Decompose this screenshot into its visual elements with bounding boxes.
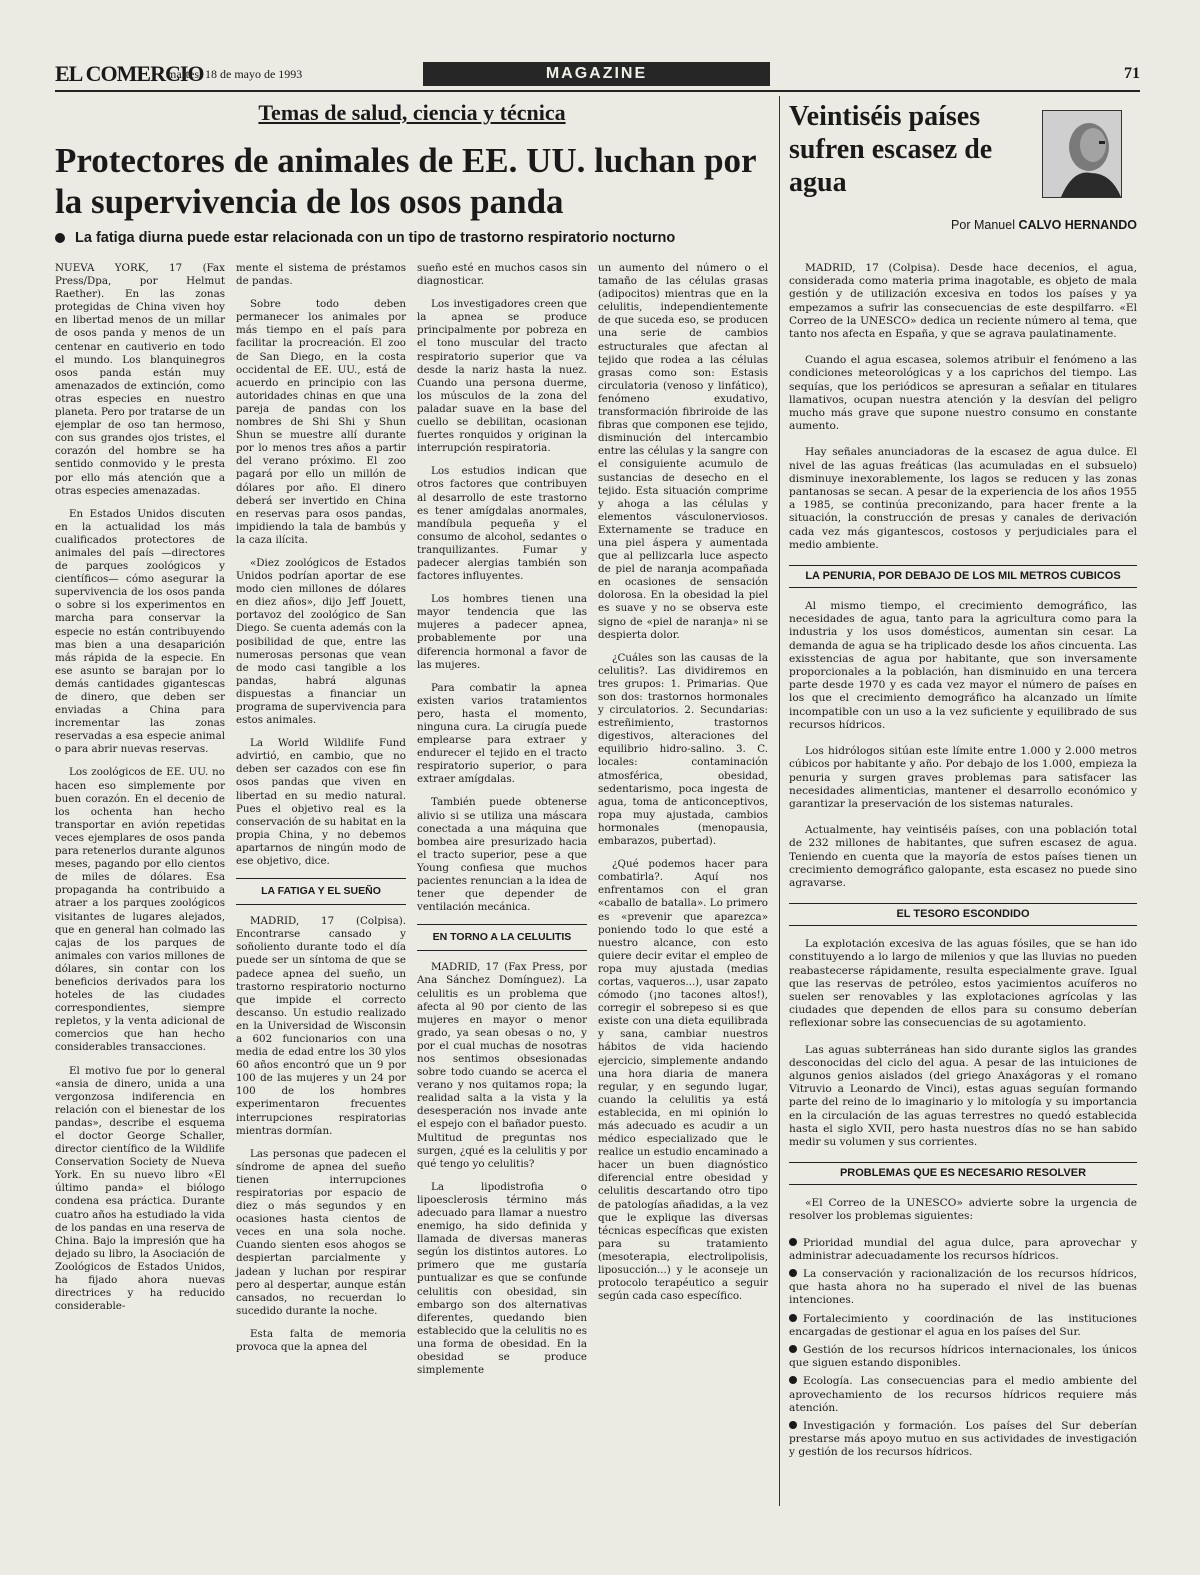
paragraph: La explotación excesiva de las aguas fósiles, que se han ido constituyendo a lo largo de milenios y que las lluvias no pueden reabastecerse rápidamente, resulta especialmente grave. Igual que las reservas de petróleo, estos yacimientos acuíferos no suelen ser renovables y las explotaciones agrícolas y las ciudades que dependen de ellos para su consumo deberían reflexionar sobre las consecuencias de su agotamiento.	[789, 938, 1137, 1030]
paragraph: Los hombres tienen una mayor tendencia que las mujeres a padecer apnea, probablemente por una diferencia hormonal a favor de las mujeres.	[417, 593, 587, 671]
paragraph: Los investigadores creen que la apnea se produce principalmente por pobreza en el tono muscular del tracto respiratorio superior que va desde la nariz hasta la nuez. Cuando una persona duerme, los músculos de la zona del paladar suave en la base del cuello se debilitan, ocasionan fuertes ronquidos y originan la interrupción respiratoria.	[417, 298, 587, 455]
list-item	[789, 1313, 1137, 1339]
article-column-4	[598, 262, 768, 1313]
paragraph: La World Wildlife Fund advirtió, en cambio, que no deben ser cazados con ese fin osos pandas que viven en libertad en su medio natural. Pues el objetivo real es la conservación de su habitat en la propia China, y no debemos apartarnos de ningún modo de ese objetivo, dice.	[236, 737, 406, 868]
bullet-icon	[789, 1376, 797, 1384]
paragraph: MADRID, 17 (Colpisa). Encontrarse cansado y soñoliento durante todo el día puede ser un síntoma de que se padece apnea del sueño, un trastorno respiratorio nocturno que impide el correcto descanso. Un estudio realizado en la Universidad de Wisconsin a 602 funcionarios con una media de edad entre los 30 ylos 60 años encontró que un 9 por 100 de las mujeres y un 24 por 100 de los hombres experimentaron frecuentes interrupciones respiratorias mientras dormían.	[236, 915, 406, 1137]
paragraph: «Diez zoológicos de Estados Unidos podrían aportar de ese modo cien millones de dólares en diez años», dijo Jeff Jouett, portavoz del zoológico de San Diego. Se cuenta además con la posibilidad de que, entre las numerosas personas que vean de modo casi tangible a los pandas, habrá algunas dispuestas a financiar un programa de supervivencia para estos animales.	[236, 556, 406, 727]
paragraph: Al mismo tiempo, el crecimiento demográfico, las necesidades de agua, tanto para la agricultura como para la industria y los usos domésticos, aumentan sin cesar. La demanda de agua se ha triplicado desde los años cincuenta. Las exisstencias de agua por habitante, que son inversamente proporcionales a la población, han disminuido en una tercera parte desde 1970 y es cada vez mayor el número de países en los que el crecimiento demográfico ha alcanzado un límite incompatible con un uso a la vez suficiente y equilibrado de sus recursos hídricos.	[789, 600, 1137, 731]
paragraph: un aumento del número o el tamaño de las células grasas (adipocitos) mientras que en la celulitis, independientemente de que suceda eso, se producen una serie de cambios estructurales que afectan al tejido que rodea a las células grasas como son: Estasis circulatoria (venoso y linfático), fenómeno exudativo, transformación fibriroide de las fibras que componen ese tejido, disminución del intercambio entre las células y la sangre con el consiguiente acumulo de sustancias de desecho en el tejido. Esta situación comprime y ahoga a las células y elementos vásculonerviosos. Externamente se traduce en una piel áspera y aumentada que al pellizcarla luce aspecto de piel de naranja acompañada en ocasiones de sensación dolorosa. En la obesidad la piel es suave y no se observa este signo de «piel de naranja» ni se despierta dolor.	[598, 262, 768, 641]
portrait-icon	[1043, 111, 1121, 197]
paragraph: Actualmente, hay veintiséis países, con una población total de 232 millones de habitantes, que sufren escasez de agua. Teniendo en cuenta que la mayoría de estos países tienen un crecimiento demográfico galopante, esta escasez no puede sino agravarse.	[789, 824, 1137, 889]
author-photo	[1042, 110, 1122, 198]
paragraph: Para combatir la apnea existen varios tratamientos pero, hasta el momento, ninguna cura. La cirugía puede emplearse para extraer y endurecer el tejido en el tracto respiratorio superior, o para extraer amígdalas.	[417, 681, 587, 786]
article-column-1	[55, 262, 225, 1323]
list-item	[789, 1237, 1137, 1263]
paragraph: Cuando el agua escasea, solemos atribuir el fenómeno a las condiciones meteorológicas y a los caprichos del tiempo. Las sequías, que los periódicos se apresuran a señalar en titulares llamativos, ocupan nuestra atención y la desvían del peligro mucho más grave que supone nuestro consumo en constante aumento.	[789, 354, 1137, 433]
paragraph: MADRID, 17 (Colpisa). Desde hace decenios, el agua, considerada como materia prima inagotable, es objeto de mala gestión y de utilización excesiva en todos los países y ya empezamos a sufrir las consecuencias de este despilfarro. «El Correo de la UNESCO» dedica un reciente número al tema, que tanto nos afecta en España, y que se agrava paulatinamente.	[789, 262, 1137, 341]
paragraph: Los estudios indican que otros factores que contribuyen al desarrollo de este trastorno es tener amígdalas anormales, mandíbula pequeña y el consumo de alcohol, sedantes o tranquilizantes. Fumar y padecer alergias también son factores influyentes.	[417, 465, 587, 583]
problems-list	[789, 1237, 1137, 1460]
bullet-icon	[55, 233, 65, 243]
bullet-icon	[789, 1269, 797, 1277]
bullet-icon	[789, 1238, 797, 1246]
subsection-heading: LA FATIGA Y EL SUEÑO	[236, 878, 406, 905]
issue-date: martes, 18 de mayo de 1993	[167, 67, 303, 81]
article-column-3	[417, 262, 587, 1387]
bullet-icon	[789, 1314, 797, 1322]
paragraph: El motivo fue por lo general «ansia de dinero, unida a una vergonzosa indiferencia en relación con el bienestar de los pandas», describe el esquema el doctor George Schaller, director científico de la Wildlife Conservation Society de Nueva York. En su nuevo libro «El último panda» el biólogo condena esa práctica. Durante cuatro años ha estudiado la vida de los pandas en una reserva de China. Bajo la impresión que ha dejado su libro, la Asociación de Zoológicos de Estados Unidos, ha fijado ahora nuevas directrices y ha reducido considerable-	[55, 1064, 225, 1313]
article-column-2	[236, 262, 406, 1364]
list-item	[789, 1344, 1137, 1370]
paragraph: Esta falta de memoria provoca que la apnea del	[236, 1327, 406, 1354]
paragraph: Sobre todo deben permanecer los animales por más tiempo en el país para facilitar la procreación. El zoo de San Diego, en la costa occidental de EE. UU., está de acuerdo en principio con las autoridades chinas en que una pareja de pandas con los nombres de Shi Shi y Shun Shun se muestre allí durante por lo menos tres años a partir del verano próximo. El zoo pagará por ello un millón de dólares por año. El dinero deberá ser invertido en China en reservas para osos pandas, impidiendo la tala de bambús y la caza ilícita.	[236, 298, 406, 546]
paragraph: ¿Qué podemos hacer para combatirla?. Aquí nos enfrentamos con el gran «caballo de batalla». Lo primero es «prevenir que aparezca» poniendo todo lo que esté a nuestro alcance, con esto quiere decir evitar el empleo de ropa muy ajustada (medias cortas, vaqueros...), usar zapato cómodo (¡no tacones altos!), corregir el sobrepeso si es que existe con una dieta equilibrada y sana, cambiar nuestros hábitos de vida haciendo ejercicio, simplemente andando una hora diaria de manera regular, y en segundo lugar, cuando la celulitis ya está establecida, en mi opinión lo más adecuado es acudir a un médico especializado que le realice un estudio encaminado a hacer un buen diagnóstico diferencial entre obesidad y celulitis descartando otro tipo de patologías añadidas, a la vez que le explique las diversas técnicas específicas que existen para su tratamiento (mesoterapia, electrolipolisis, liposucción...) y le aconseje un protocolo terapéutico a seguir según cada caso específico.	[598, 858, 768, 1303]
masthead	[55, 62, 1140, 86]
byline	[789, 218, 1137, 232]
paragraph: Las personas que padecen el síndrome de apnea del sueño tienen interrupciones respiratorias por espacio de diez o más segundos y en ocasiones hasta cientos de veces en una sola noche. Cuando sienten esos ahogos se despiertan parcialmente y jadean y luchan por respirar pero al despertar, aunque están cansados, no recuerdan lo sucedido durante la noche.	[236, 1147, 406, 1317]
byline-name: CALVO HERNANDO	[1018, 218, 1137, 232]
paragraph: sueño esté en muchos casos sin diagnosticar.	[417, 262, 587, 288]
list-item-text: Prioridad mundial del agua dulce, para aprovechar y administrar adecuadamente los recursos hídricos.	[789, 1236, 1137, 1262]
section-kicker: Temas de salud, ciencia y técnica	[258, 100, 566, 125]
paragraph: «El Correo de la UNESCO» advierte sobre la urgencia de resolver los problemas siguientes:	[789, 1197, 1137, 1223]
paragraph: Las aguas subterráneas han sido durante siglos las grandes desconocidas del ciclo del agua. A pesar de las intuiciones de algunos genios aislados (del griego Anaxágoras y el romano Vitruvio a Leonardo de Vinci), estas aguas seguían formando parte del reino de lo imaginario y lo mitología y su importancia en la circulación de las aguas terrestres no quedó establecida hasta el siglo XVII, pero hasta nuestros días no se han sabido medir su volumen y sus corrientes.	[789, 1043, 1137, 1148]
paragraph: Hay señales anunciadoras de la escasez de agua dulce. El nivel de las aguas freáticas (las acumuladas en el subsuelo) disminuye inexorablemente, los lagos se reducen y las zonas pantanosas se secan. A pesar de la experiencia de los años 1955 a 1985, se continúa preconizando, para hacer frente a la situación, la construcción de presas y canales de derivación cada vez más gigantescos, costosos y perjudiciales para el medio ambiente.	[789, 446, 1137, 551]
bullet-icon	[789, 1345, 797, 1353]
side-headline: Veintiséis países sufren escasez de agua	[789, 101, 993, 198]
main-headline: Protectores de animales de EE. UU. luchan por la supervivencia de los osos panda	[55, 141, 756, 221]
paragraph: Los hidrólogos sitúan este límite entre 1.000 y 2.000 metros cúbicos por habitante y año. Por debajo de los 1.000, empieza la penuria y surgen graves problemas para satisfacer las necesidades alimenticias, mantener el desarrollo económico y garantizar la preservación de los sistemas naturales.	[789, 745, 1137, 810]
paragraph: También puede obtenerse alivio si se utiliza una máscara conectada a una máquina que bombea aire presurizado hacia el tracto superior, pese a que Young confiesa que muchos pacientes renuncian a la idea de tener que depender de ventilación mecánica.	[417, 796, 587, 914]
page-number: 71	[1124, 65, 1140, 82]
paragraph: mente el sistema de préstamos de pandas.	[236, 262, 406, 288]
paragraph: ¿Cuáles son las causas de la celulitis?. Las dividiremos en tres grupos: 1. Primarias. Que son dos: trastornos hormonales y circulatorios. 2. Secundarias: estreñimiento, trastornos digestivos, alteraciones del equilibrio hidro-salino. 3. C. locales: contaminación atmosférica, obesidad, sedentarismo, poca ingesta de agua, toma de anticonceptivos, ropa muy ajustada, cambios hormonales (menopausia, embarazos, pubertad).	[598, 651, 768, 848]
list-item-text: La conservación y racionalización de los recursos hídricos, que hasta ahora no ha superado el nivel de las buenas intenciones.	[789, 1267, 1137, 1307]
subsection-heading: PROBLEMAS QUE ES NECESARIO RESOLVER	[789, 1162, 1137, 1185]
list-item-text: Fortalecimiento y coordinación de las instituciones encargadas de gestionar el agua en los países del Sur.	[789, 1312, 1137, 1338]
subhead-text: La fatiga diurna puede estar relacionada con un tipo de trastorno respiratorio nocturno	[75, 230, 676, 246]
subsection-heading: EL TESORO ESCONDIDO	[789, 903, 1137, 926]
list-item	[789, 1375, 1137, 1415]
main-subhead	[55, 230, 769, 246]
masthead-rule	[55, 90, 1140, 92]
byline-prefix: Por Manuel	[951, 218, 1015, 232]
paragraph: En Estados Unidos discuten en la actualidad los más cualificados protectores de animales del país —directores de parques zoológicos y científicos— cómo asegurar la supervivencia de los osos panda o sobre si los experimentos en marcha para conservar la especie no están contribuyendo mas bien a una desaparición más rápida de la especie. En ese asunto se barajan por lo demás cantidades gigantescas de dinero, que deben ser enviadas a China para incrementar las zonas reservadas a esa especie animal o para abrir nuevas reservas.	[55, 507, 225, 756]
paragraph: NUEVA YORK, 17 (Fax Press/Dpa, por Helmut Raether). En las zonas protegidas de China viven hoy en libertad menos de un millar de osos panda y menos de un centenar en cautiverio en todo el mundo. Los blanquinegros osos panda están muy amenazados de extinción, como otras especies en nuestro planeta. Pero por tratarse de un ejemplar de oso tan hermoso, con sus grandes ojos tristes, el corazón del hombre se ha sentido conmovido y le presta por ello más atención que a otras especies amenazadas.	[55, 262, 225, 497]
list-item-text: Investigación y formación. Los países del Sur deberían prestarse más apoyo mutuo en sus actividades de investigación y gestión de los recursos hídricos.	[789, 1420, 1137, 1459]
bullet-icon	[789, 1421, 797, 1429]
subsection-heading: EN TORNO A LA CELULITIS	[417, 924, 587, 951]
paragraph: Los zoológicos de EE. UU. no hacen eso simplemente por buen corazón. En el decenio de los ochenta han hecho transportar en avión repetidas veces ejemplares de osos panda para retenerlos durante algunos meses, pagando por ello cientos de miles de dólares. Esa propaganda ha contribuido a atraer a los parques zoológicos visitantes de lugares alejados, que en general han colmado las cajas de los parques de animales con varios millones de dólares, sin contar con los beneficios derivados para los hoteles de las ciudades correspondientes, siempre repletos, y la venta adicional de comercios que han hecho considerables transacciones.	[55, 766, 225, 1054]
paragraph: La lipodistrofia o lipoesclerosis término más adecuado para llamar a nuestro enemigo, ha sido definida y llamada de diversas maneras según los distintos autores. Lo primero que me gustaría puntualizar es que se confunde celulitis con obesidad, sin embargo son dos alternativas diferentes, quedando bien establecido que la celulitis no es una forma de obesidad. En la obesidad se produce simplemente	[417, 1180, 587, 1377]
list-item	[789, 1268, 1137, 1308]
newspaper-logo: EL COMERCIO	[55, 61, 204, 86]
subsection-heading: LA PENURIA, POR DEBAJO DE LOS MIL METROS CUBICOS	[789, 565, 1137, 588]
list-item-text: Gestión de los recursos hídricos internacionales, los únicos que siguen estando disponibles.	[789, 1344, 1137, 1370]
column-divider	[779, 96, 780, 1506]
section-banner: MAGAZINE	[423, 62, 770, 86]
paragraph: MADRID, 17 (Fax Press, por Ana Sánchez Domínguez). La celulitis es un problema que afecta al 90 por ciento de las mujeres en mayor o menor grado, ya sean obesas o no, y por el cual muchas de nosotras nos sentimos obsesionadas sobre todo cuando se acerca el verano y nos quitamos ropa; la realidad salta a la vista y la desesperación nos invade ante el espejo con el bañador puesto. Multitud de preguntas nos surgen, ¿qué es la celulitis y por qué tengo yo celulitis?	[417, 961, 587, 1170]
list-item-text: Ecología. Las consecuencias para el medio ambiente del aprovechamiento de los recursos hídricos requiere más atención.	[789, 1375, 1137, 1414]
list-item	[789, 1420, 1137, 1460]
side-article-body	[789, 262, 1137, 1465]
